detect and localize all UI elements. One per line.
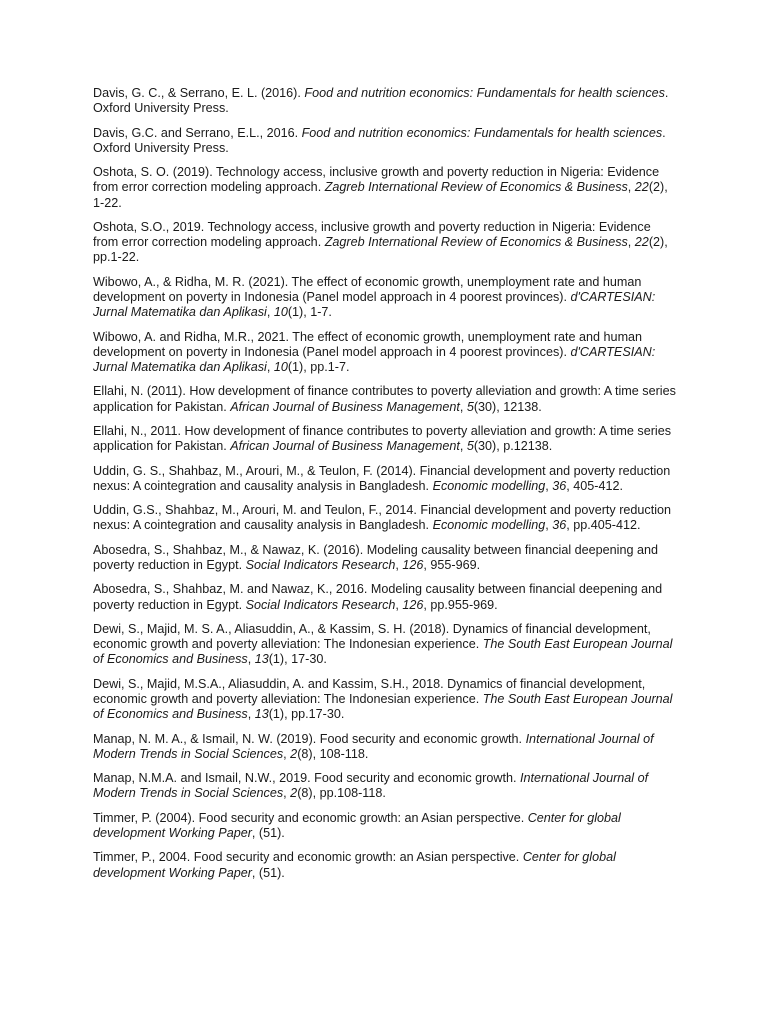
reference-italic-text: 5 [466, 439, 474, 454]
reference-text: , [545, 518, 553, 533]
reference-text: , pp.955-969. [423, 597, 498, 612]
reference-entry [93, 126, 678, 156]
reference-text: , (51). [251, 825, 285, 840]
reference-italic-text: 5 [466, 399, 474, 414]
reference-italic-text: International Journal of Modern Trends in Social Sciences [93, 771, 649, 801]
reference-text: Wibowo, A. and Ridha, M.R., 2021. The effect of economic growth, unemployment rate and human development on poverty in Indonesia (Panel model approach in 4 poorest provinces). [93, 329, 643, 359]
reference-text: , (51). [251, 865, 285, 880]
reference-entry [93, 677, 678, 723]
reference-text: Timmer, P. (2004). Food security and economic growth: an Asian perspective. [93, 810, 528, 825]
reference-text: Davis, G.C. and Serrano, E.L., 2016. [93, 125, 302, 140]
reference-text: , [459, 399, 467, 414]
reference-entry [93, 622, 678, 668]
reference-text: Wibowo, A., & Ridha, M. R. (2021). The effect of economic growth, unemployment rate and human development on poverty in Indonesia (Panel model approach in 4 poorest provinces). [93, 274, 642, 304]
reference-text: , [395, 557, 403, 572]
reference-text: , [247, 707, 255, 722]
reference-italic-text: African Journal of Business Management [230, 439, 460, 454]
reference-text: , [627, 235, 635, 250]
reference-italic-text: 2 [290, 746, 298, 761]
reference-italic-text: 2 [290, 786, 298, 801]
reference-entry [93, 330, 678, 376]
reference-text: Timmer, P., 2004. Food security and economic growth: an Asian perspective. [93, 850, 523, 865]
reference-text: Abosedra, S., Shahbaz, M., & Nawaz, K. (2016). Modeling causality between financial deepening and poverty reduction in Egypt. [93, 542, 658, 572]
reference-text: Oshota, S. O. (2019). Technology access, inclusive growth and poverty reduction in Nigeria: Evidence from error correction modeling approach. [93, 165, 660, 195]
reference-entry [93, 220, 678, 266]
reference-italic-text: 10 [273, 359, 288, 374]
reference-entry [93, 424, 678, 454]
reference-italic-text: 126 [402, 557, 424, 572]
reference-entry [93, 771, 678, 801]
reference-text: , [283, 786, 291, 801]
reference-text: (8), 108-118. [297, 746, 369, 761]
reference-italic-text: Center for global development Working Paper [93, 850, 616, 880]
reference-text: Uddin, G.S., Shahbaz, M., Arouri, M. and Teulon, F., 2014. Financial development and poverty reduction nexus: A cointegration and causality analysis in Bangladesh. [93, 503, 672, 533]
reference-text: , [545, 478, 553, 493]
reference-italic-text: d'CARTESIAN: Jurnal Matematika dan Aplikasi [93, 289, 656, 320]
reference-entry [93, 86, 678, 116]
reference-entry [93, 732, 678, 762]
reference-entry [93, 543, 678, 573]
reference-entry [93, 464, 678, 494]
reference-text: , [459, 439, 467, 454]
reference-text: (8), pp.108-118. [297, 786, 386, 801]
reference-entry [93, 165, 678, 211]
reference-entry [93, 811, 678, 841]
reference-italic-text: 10 [273, 305, 288, 320]
reference-text: , [283, 746, 291, 761]
reference-italic-text: Economic modelling [432, 478, 546, 493]
reference-text: Uddin, G. S., Shahbaz, M., Arouri, M., & Teulon, F. (2014). Financial development and poverty reduction nexus: A cointegration and causality analysis in Bangladesh. [93, 463, 671, 493]
reference-text: , 405-412. [566, 478, 623, 493]
reference-entry [93, 582, 678, 612]
reference-text: Oshota, S.O., 2019. Technology access, inclusive growth and poverty reduction in Nigeria: Evidence from error correction modeling approach. [93, 219, 651, 250]
reference-text: , pp.405-412. [566, 518, 641, 533]
reference-italic-text: The South East European Journal of Economics and Business [93, 691, 673, 722]
reference-text: (30), 12138. [473, 399, 542, 414]
reference-italic-text: Food and nutrition economics: Fundamentals for health sciences [301, 125, 663, 140]
reference-text: Dewi, S., Majid, M.S.A., Aliasuddin, A. and Kassim, S.H., 2018. Dynamics of financial development, economic growth and poverty alleviation: The Indonesian experience. [93, 676, 646, 706]
reference-text: Manap, N.M.A. and Ismail, N.W., 2019. Food security and economic growth. [93, 771, 520, 786]
reference-text: . Oxford University Press. [93, 125, 666, 155]
reference-italic-text: Social Indicators Research [245, 597, 396, 612]
reference-text: Manap, N. M. A., & Ismail, N. W. (2019). Food security and economic growth. [93, 731, 526, 746]
reference-entry [93, 275, 678, 321]
reference-text: , [266, 359, 274, 374]
reference-text: (2), pp.1-22. [93, 235, 668, 265]
reference-text: (30), p.12138. [473, 439, 553, 454]
reference-italic-text: 36 [552, 518, 567, 533]
reference-italic-text: d'CARTESIAN: Jurnal Matematika dan Aplikasi [93, 344, 656, 374]
reference-list [93, 86, 678, 890]
reference-text: , [266, 305, 274, 320]
reference-text: , [627, 180, 635, 195]
reference-italic-text: International Journal of Modern Trends in Social Sciences [93, 731, 654, 761]
reference-text: (1), pp.1-7. [287, 359, 350, 374]
reference-text: (2), 1-22. [93, 180, 668, 210]
reference-italic-text: Economic modelling [432, 518, 546, 533]
reference-italic-text: Food and nutrition economics: Fundamentals for health sciences [304, 86, 665, 100]
reference-text: , [247, 652, 255, 667]
reference-italic-text: 13 [254, 707, 269, 722]
reference-text: (1), pp.17-30. [268, 707, 345, 722]
reference-text: Abosedra, S., Shahbaz, M. and Nawaz, K., 2016. Modeling causality between financial deepening and poverty reduction in Egypt. [93, 582, 663, 612]
reference-text: (1), 17-30. [268, 652, 327, 667]
reference-italic-text: Social Indicators Research [245, 557, 396, 572]
reference-italic-text: 13 [254, 652, 269, 667]
reference-text: Davis, G. C., & Serrano, E. L. (2016). [93, 86, 305, 100]
reference-entry [93, 850, 678, 880]
reference-text: Ellahi, N., 2011. How development of finance contributes to poverty alleviation and growth: A time series application for Pakistan. [93, 423, 671, 454]
reference-text: . Oxford University Press. [93, 86, 669, 116]
reference-text: Dewi, S., Majid, M. S. A., Aliasuddin, A., & Kassim, S. H. (2018). Dynamics of financial development, economic growth and poverty alleviation: The Indonesian experience. [93, 621, 651, 652]
reference-italic-text: Zagreb International Review of Economics & Business [324, 235, 628, 250]
reference-italic-text: Center for global development Working Paper [93, 810, 621, 840]
reference-italic-text: 36 [552, 478, 567, 493]
reference-italic-text: The South East European Journal of Economics and Business [93, 637, 673, 667]
reference-italic-text: Zagreb International Review of Economics & Business [324, 180, 628, 195]
reference-text: , [395, 597, 403, 612]
reference-text: , 955-969. [423, 557, 481, 572]
reference-italic-text: African Journal of Business Management [230, 399, 460, 414]
reference-italic-text: 22 [634, 235, 649, 250]
reference-entry [93, 503, 678, 533]
reference-text: Ellahi, N. (2011). How development of finance contributes to poverty alleviation and growth: A time series application for Pakistan. [93, 384, 676, 414]
reference-italic-text: 22 [634, 180, 649, 195]
reference-text: (1), 1-7. [287, 305, 332, 320]
reference-entry [93, 384, 678, 414]
reference-italic-text: 126 [402, 597, 424, 612]
